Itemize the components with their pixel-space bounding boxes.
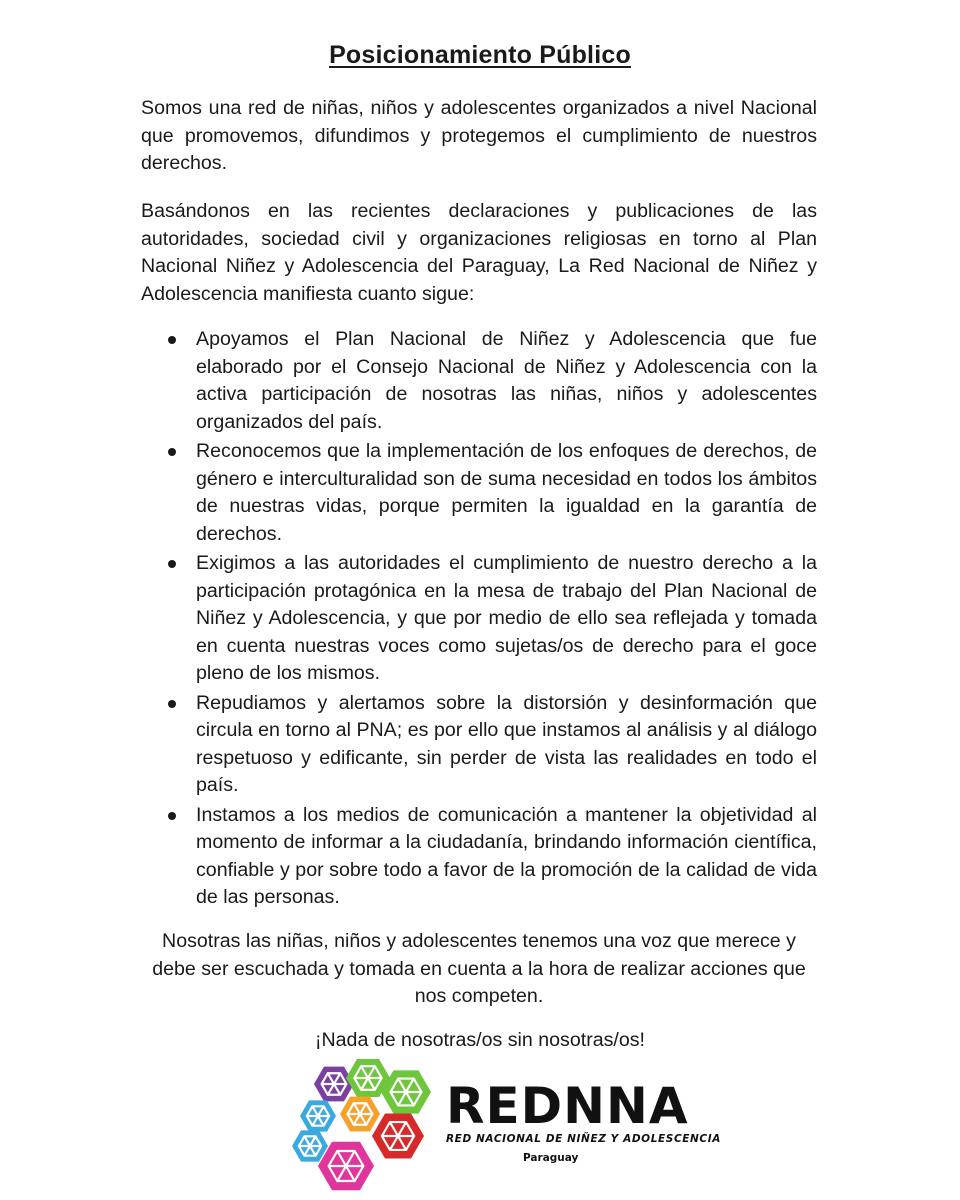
list-item — [141, 326, 817, 436]
list-item — [141, 690, 817, 800]
bullet-icon — [168, 448, 176, 456]
brand-name: REDNNA — [446, 1077, 689, 1135]
closing-paragraph: Nosotras las niñas, niños y adolescentes tenemos una voz que merece y debe ser escuchada y tomada en cuenta a la hora de realizar acciones que nos competen. — [152, 930, 806, 1007]
list-item — [141, 438, 817, 548]
bullet-icon — [168, 812, 176, 820]
list-item-text: Reconocemos que la implementación de los enfoques de derechos, de género e interculturalidad son de suma necesidad en todos los ámbitos de nuestras vidas, porque permiten la igualdad en la garantía de derechos. — [196, 440, 817, 545]
document-title: Posicionamiento Público — [329, 41, 631, 69]
brand-country: Paraguay — [523, 1152, 579, 1164]
list-item-text: Apoyamos el Plan Nacional de Niñez y Adolescencia que fue elaborado por el Consejo Nacional de Niñez y Adolescencia con la activa participación de nosotras las niñas, niños y adolescentes organizados del país. — [196, 328, 817, 433]
bullet-icon — [168, 336, 176, 344]
bullet-icon — [168, 560, 176, 568]
brand-subtitle: RED NACIONAL DE NIÑEZ Y ADOLESCENCIA — [446, 1133, 721, 1145]
list-item-text: Instamos a los medios de comunicación a mantener la objetividad al momento de informar a la ciudadanía, brindando información científica, confiable y por sobre todo a favor de la promoción de la calidad de vida de las personas. — [196, 803, 817, 908]
list-item-text: Exigimos a las autoridades el cumplimiento de nuestro derecho a la participación protagónica en la mesa de trabajo del Plan Nacional de Niñez y Adolescencia, y que por medio de ello sea reflejada y tomada en cuenta nuestras voces como sujetas/os de derecho para el goce pleno de los mismos. — [196, 552, 817, 684]
context-paragraph: Basándonos en las recientes declaraciones y publicaciones de las autoridades, sociedad civil y organizaciones religiosas en torno al Plan Nacional Niñez y Adolescencia del Paraguay, La Red Nacional de Niñez y Adolescencia manifiesta cuanto sigue: — [141, 200, 817, 305]
position-list — [141, 326, 817, 914]
hexagon-cluster-icon — [288, 1058, 448, 1198]
list-item — [141, 802, 817, 912]
bullet-icon — [168, 700, 176, 708]
intro-paragraph: Somos una red de niñas, niños y adolescentes organizados a nivel Nacional que promovemos, difundimos y protegemos el cumplimiento de nuestros derechos. — [141, 97, 817, 174]
list-item — [141, 550, 817, 688]
list-item-text: Repudiamos y alertamos sobre la distorsión y desinformación que circula en torno al PNA; es por ello que instamos al análisis y al diálogo respetuoso y edificante, sin perder de vista las realidades en todo el país. — [196, 691, 817, 796]
motto: ¡Nada de nosotras/os sin nosotras/os! — [314, 1029, 645, 1051]
